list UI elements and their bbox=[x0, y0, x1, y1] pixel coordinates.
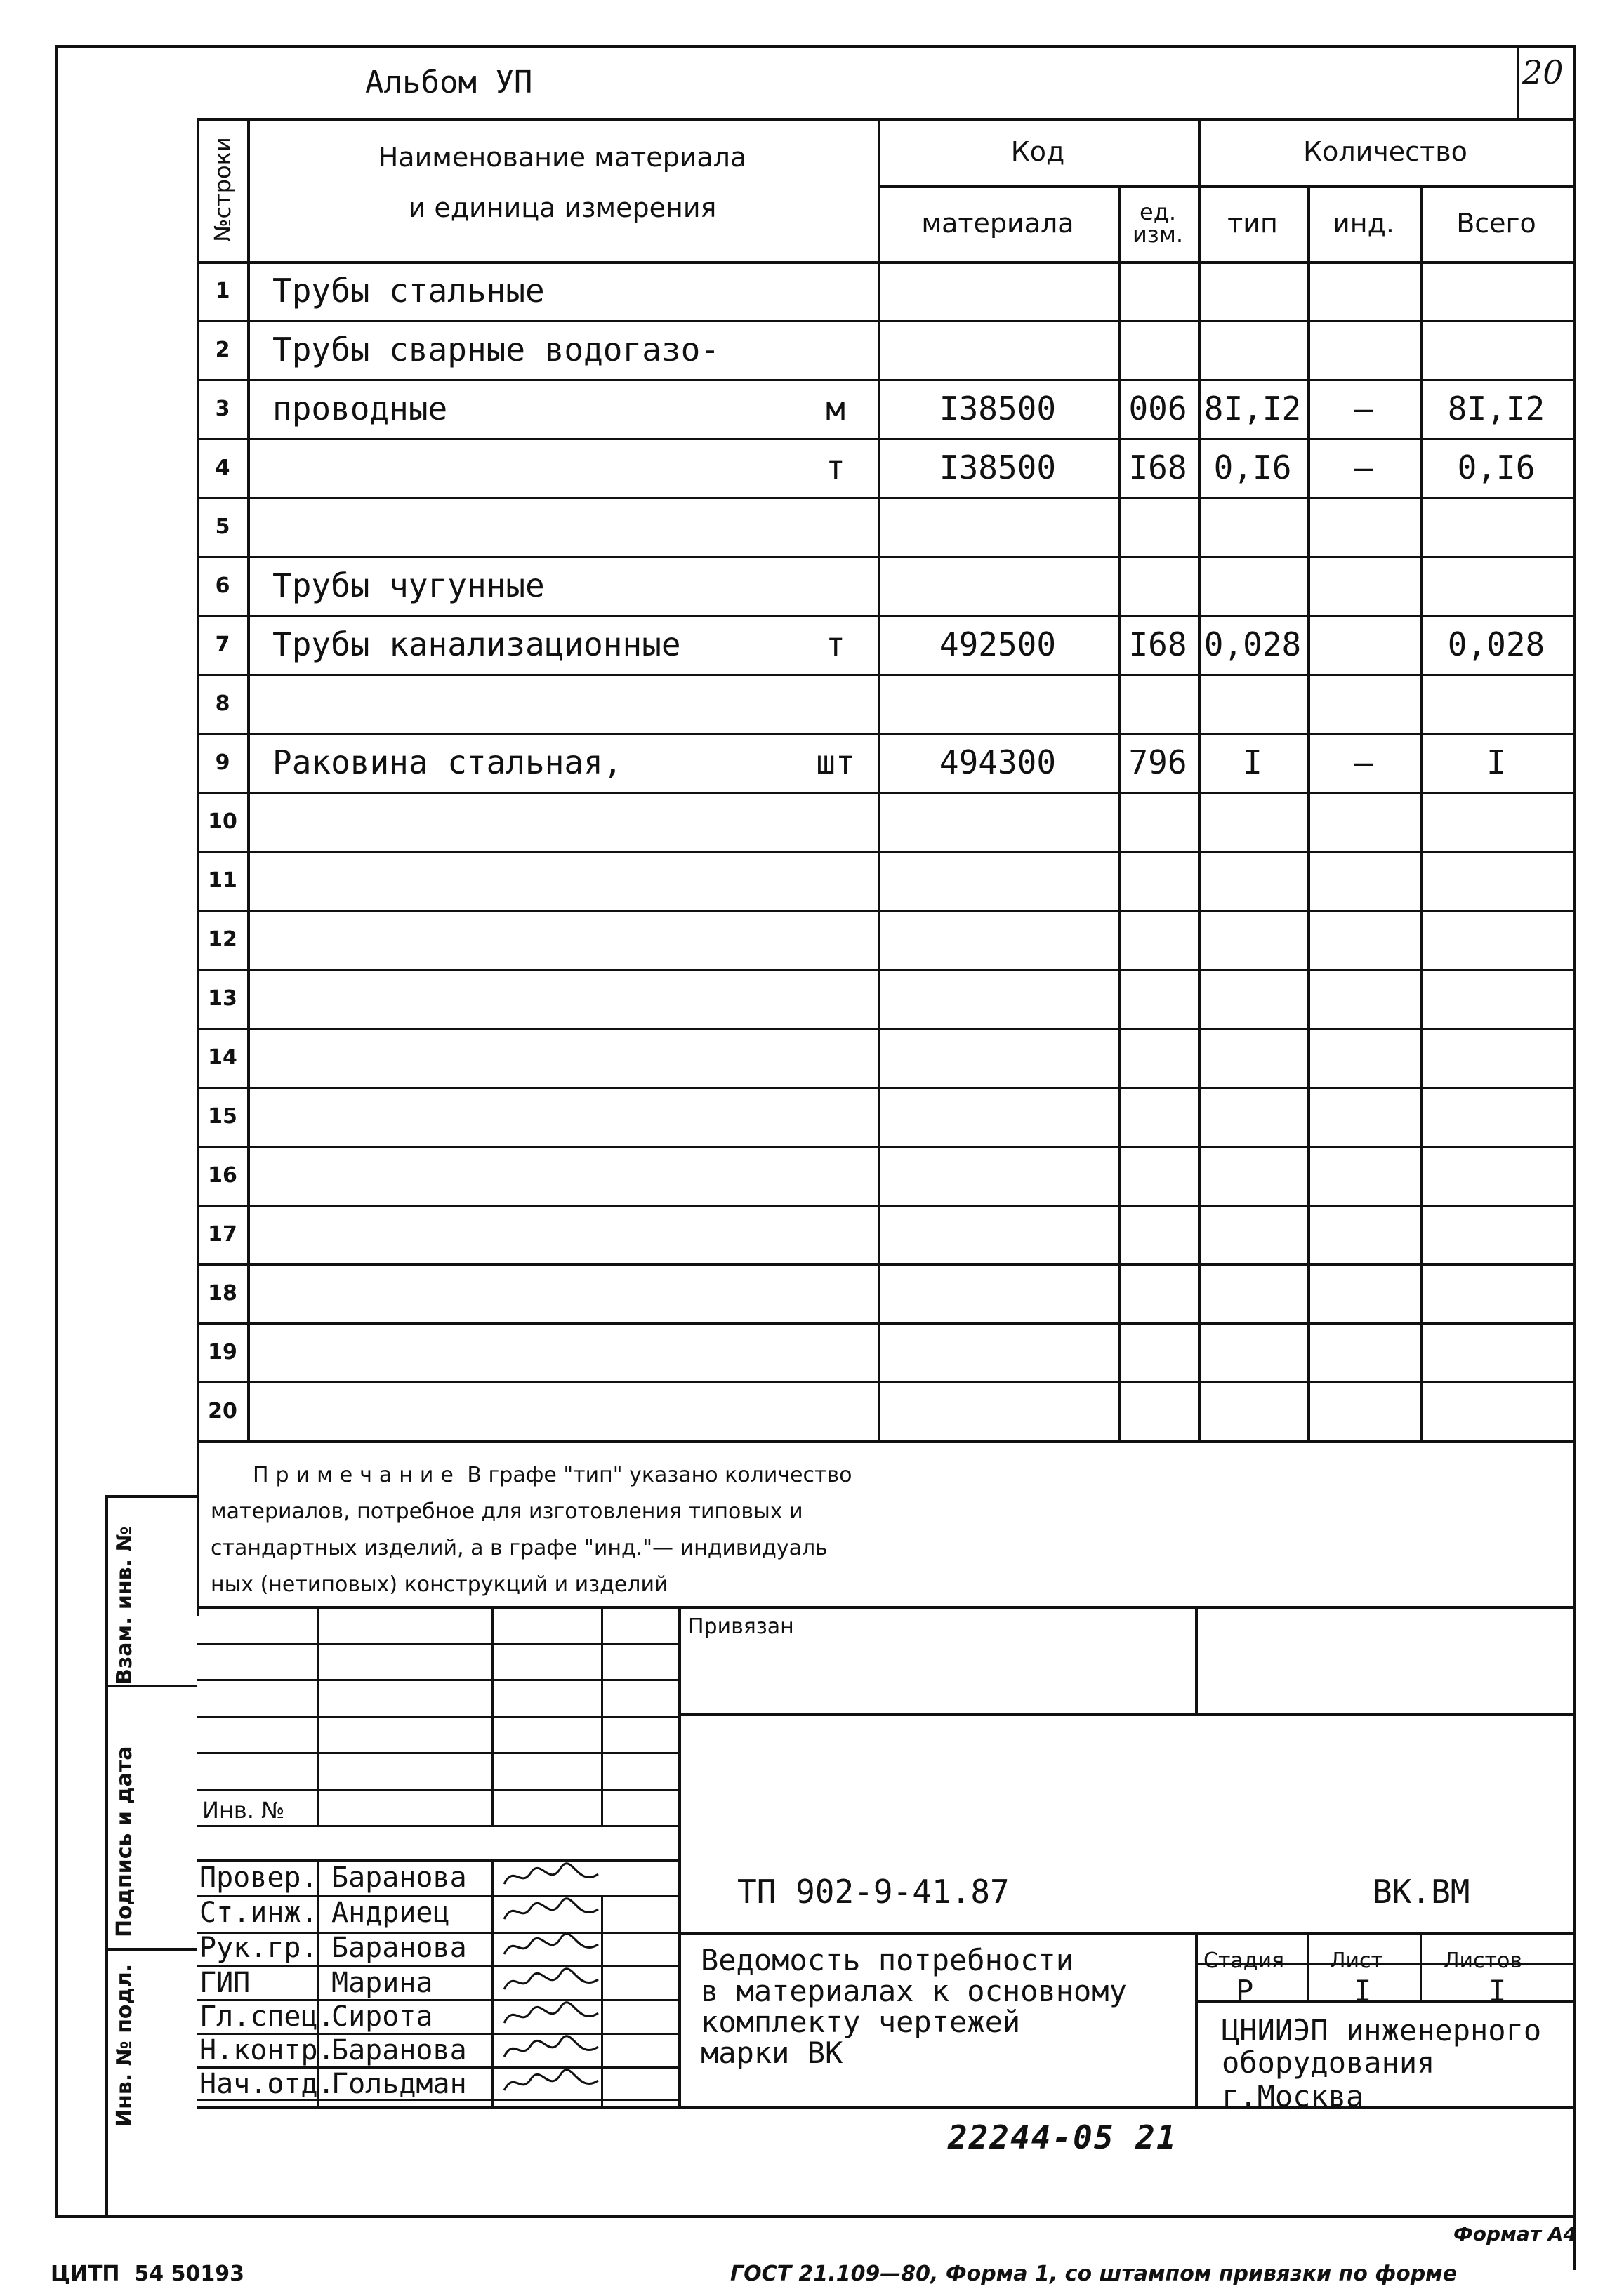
row-number: 3 bbox=[215, 396, 230, 421]
stamp-line bbox=[1195, 1932, 1198, 2106]
row-number: 2 bbox=[215, 337, 230, 362]
row-ind-qty bbox=[1307, 320, 1420, 379]
signer-name: Сирота bbox=[331, 2000, 433, 2033]
row-unit-letter: м bbox=[826, 390, 845, 427]
row-unit-code bbox=[1118, 1087, 1198, 1146]
signer-name: Баранова bbox=[331, 2034, 467, 2066]
row-unit-code bbox=[1118, 1205, 1198, 1263]
row-type-qty bbox=[1198, 556, 1307, 615]
stamp-line bbox=[1195, 1606, 1198, 1713]
row-material-code bbox=[878, 497, 1118, 556]
title-line-3: комплекту чертежей bbox=[701, 2005, 1021, 2039]
row-material-name bbox=[272, 674, 806, 733]
row-ind-qty bbox=[1307, 910, 1420, 969]
row-unit-code bbox=[1118, 497, 1198, 556]
row-unit-letter bbox=[800, 1205, 871, 1263]
row-ind-qty bbox=[1307, 1205, 1420, 1263]
row-type-qty: 0,I6 bbox=[1213, 449, 1292, 486]
signer-role: Н.контр. bbox=[199, 2034, 335, 2066]
document-mark: ВК.ВМ bbox=[1373, 1873, 1470, 1911]
stamp-line bbox=[317, 1606, 319, 1825]
row-unit-code bbox=[1118, 1322, 1198, 1381]
row-material-name bbox=[272, 1028, 806, 1087]
row-number: 19 bbox=[208, 1339, 237, 1365]
stamp-line bbox=[197, 1965, 678, 1967]
row-unit-code bbox=[1118, 1381, 1198, 1440]
row-ind-qty bbox=[1307, 1322, 1420, 1381]
row-ind-qty bbox=[1307, 792, 1420, 851]
row-material-code bbox=[878, 910, 1118, 969]
row-unit-code bbox=[1118, 261, 1198, 320]
row-material-code bbox=[878, 1087, 1118, 1146]
row-material-code bbox=[878, 1028, 1118, 1087]
row-type-qty bbox=[1198, 792, 1307, 851]
row-material-name bbox=[272, 1146, 806, 1205]
row-unit-code: 796 bbox=[1128, 743, 1187, 781]
row-unit-letter bbox=[800, 674, 871, 733]
signer-role: ГИП bbox=[199, 1967, 251, 1999]
row-number: 10 bbox=[208, 809, 237, 834]
note-bottom-line bbox=[197, 1606, 1573, 1609]
row-total-qty bbox=[1420, 1205, 1573, 1263]
row-type-qty bbox=[1198, 1322, 1307, 1381]
row-total-qty bbox=[1420, 261, 1573, 320]
row-unit-letter bbox=[800, 1381, 871, 1440]
privyazan-label: Привязан bbox=[688, 1614, 794, 1639]
stamp-line bbox=[491, 1606, 494, 1825]
row-unit-letter: т bbox=[826, 625, 845, 663]
row-type-qty: 8I,I2 bbox=[1203, 390, 1302, 427]
row-material-code bbox=[878, 969, 1118, 1028]
row-type-qty: I bbox=[1243, 743, 1262, 781]
row-total-qty bbox=[1420, 556, 1573, 615]
signer-name: Марина bbox=[331, 1967, 433, 1999]
row-unit-code bbox=[1118, 1146, 1198, 1205]
row-number: 13 bbox=[208, 986, 237, 1011]
row-total-qty bbox=[1420, 497, 1573, 556]
side-column-line bbox=[105, 1495, 108, 2215]
title-line-2: в материалах к основному bbox=[701, 1974, 1127, 2008]
row-type-qty bbox=[1198, 1028, 1307, 1087]
row-unit-letter bbox=[800, 261, 871, 320]
row-number: 8 bbox=[215, 691, 230, 716]
inv-no-label: Инв. № bbox=[202, 1797, 285, 1824]
row-material-name bbox=[272, 1087, 806, 1146]
row-number: 17 bbox=[208, 1221, 237, 1247]
signature-scribble bbox=[500, 1895, 605, 1929]
title-line-4: марки ВК bbox=[701, 2036, 843, 2070]
row-unit-letter: т bbox=[826, 449, 845, 486]
signer-role: Провер. bbox=[199, 1862, 318, 1894]
signature-scribble bbox=[500, 1999, 605, 2033]
row-material-name bbox=[272, 1322, 806, 1381]
row-total-qty bbox=[1420, 1146, 1573, 1205]
format-label: Формат А4 bbox=[1453, 2222, 1577, 2245]
album-title: Альбом УП bbox=[365, 65, 533, 100]
side-label-inv-podl: Инв. № подл. bbox=[112, 1963, 137, 2127]
row-unit-letter bbox=[800, 1028, 871, 1087]
row-material-code: I38500 bbox=[939, 449, 1057, 486]
row-ind-qty: – bbox=[1354, 390, 1373, 427]
row-ind-qty bbox=[1307, 615, 1420, 674]
row-unit-code bbox=[1118, 320, 1198, 379]
row-material-code bbox=[878, 674, 1118, 733]
row-unit-letter bbox=[800, 851, 871, 910]
header-quantity: Количество bbox=[1303, 136, 1467, 167]
row-material-name bbox=[272, 1205, 806, 1263]
row-total-qty: I bbox=[1486, 743, 1506, 781]
row-unit-code: I68 bbox=[1128, 625, 1187, 663]
row-unit-code bbox=[1118, 1028, 1198, 1087]
row-type-qty bbox=[1198, 969, 1307, 1028]
row-material-name: Трубы чугунные bbox=[272, 566, 545, 604]
row-total-qty: 0,I6 bbox=[1457, 449, 1536, 486]
stamp-line bbox=[678, 1713, 1573, 1716]
signature-scribble bbox=[500, 2066, 605, 2100]
signer-name: Андриец bbox=[331, 1897, 450, 1929]
signer-name: Баранова bbox=[331, 1862, 467, 1894]
row-number: 6 bbox=[215, 573, 230, 598]
row-material-code bbox=[878, 1205, 1118, 1263]
row-number: 18 bbox=[208, 1280, 237, 1306]
stamp-line bbox=[197, 1825, 678, 1827]
header-row-number: №строки bbox=[209, 137, 236, 242]
stamp-line bbox=[601, 1606, 603, 1825]
row-material-name bbox=[272, 1263, 806, 1322]
row-total-qty bbox=[1420, 1028, 1573, 1087]
row-number: 9 bbox=[215, 750, 230, 775]
side-top-line bbox=[105, 1495, 197, 1498]
row-material-code: 492500 bbox=[939, 625, 1057, 663]
row-unit-code bbox=[1118, 556, 1198, 615]
org-line-2: оборудования bbox=[1222, 2045, 1435, 2080]
row-total-qty bbox=[1420, 792, 1573, 851]
header-individual: инд. bbox=[1333, 208, 1394, 239]
side-split-1 bbox=[105, 1685, 197, 1687]
signature-scribble bbox=[500, 2033, 605, 2066]
row-number: 15 bbox=[208, 1103, 237, 1129]
row-total-qty bbox=[1420, 674, 1573, 733]
archive-number: 22244-05 21 bbox=[948, 2118, 1177, 2156]
row-ind-qty bbox=[1307, 1087, 1420, 1146]
frame-right-line bbox=[1573, 45, 1576, 2270]
note-label: Примечание bbox=[253, 1463, 461, 1487]
stage-value: Р bbox=[1236, 1974, 1254, 2008]
signer-name: Баранова bbox=[331, 1932, 467, 1964]
row-material-code bbox=[878, 851, 1118, 910]
row-total-qty bbox=[1420, 1263, 1573, 1322]
note-line-2: материалов, потребное для изготовления типовых и bbox=[211, 1499, 803, 1524]
row-ind-qty: – bbox=[1354, 743, 1373, 781]
row-unit-code bbox=[1118, 1263, 1198, 1322]
row-unit-letter bbox=[800, 1263, 871, 1322]
row-type-qty bbox=[1198, 851, 1307, 910]
stamp-line bbox=[197, 1752, 678, 1754]
stamp-line bbox=[197, 1789, 678, 1791]
row-ind-qty: – bbox=[1354, 449, 1373, 486]
row-material-name bbox=[272, 497, 806, 556]
row-material-name bbox=[272, 910, 806, 969]
row-total-qty bbox=[1420, 910, 1573, 969]
row-unit-letter bbox=[800, 1087, 871, 1146]
note-line-3: стандартных изделий, а в графе "инд."— индивидуаль bbox=[211, 1536, 828, 1560]
stamp-line bbox=[1420, 1932, 1422, 2000]
signer-role: Ст.инж. bbox=[199, 1897, 318, 1929]
row-unit-code bbox=[1118, 910, 1198, 969]
row-type-qty bbox=[1198, 1381, 1307, 1440]
signer-role: Гл.спец. bbox=[199, 2000, 335, 2033]
sheets-header: Листов bbox=[1444, 1949, 1523, 1973]
header-total: Всего bbox=[1456, 208, 1536, 239]
header-code: Код bbox=[1010, 136, 1065, 167]
signature-scribble bbox=[500, 1930, 605, 1964]
row-total-qty bbox=[1420, 320, 1573, 379]
row-total-qty bbox=[1420, 851, 1573, 910]
row-number: 5 bbox=[215, 514, 230, 539]
page-number: 20 bbox=[1522, 53, 1564, 91]
stamp-line bbox=[678, 1932, 1573, 1935]
row-total-qty: 8I,I2 bbox=[1447, 390, 1545, 427]
row-type-qty bbox=[1198, 497, 1307, 556]
signer-role: Нач.отд. bbox=[199, 2068, 335, 2100]
row-material-name: Трубы стальные bbox=[272, 272, 545, 310]
document-code: ТП 902-9-41.87 bbox=[737, 1873, 1010, 1911]
note-line-4: ных (нетиповых) конструкций и изделий bbox=[211, 1572, 668, 1597]
row-number: 20 bbox=[208, 1398, 237, 1424]
row-unit-letter bbox=[800, 910, 871, 969]
row-material-code bbox=[878, 320, 1118, 379]
row-type-qty bbox=[1198, 1087, 1307, 1146]
row-material-code bbox=[878, 261, 1118, 320]
row-material-name: проводные bbox=[272, 390, 448, 427]
sheet-header: Лист bbox=[1330, 1949, 1384, 1973]
row-ind-qty bbox=[1307, 1028, 1420, 1087]
row-unit-code: 006 bbox=[1128, 390, 1187, 427]
stamp-line bbox=[197, 1643, 678, 1645]
row-material-name bbox=[272, 792, 806, 851]
row-number: 11 bbox=[208, 868, 237, 893]
signer-role: Рук.гр. bbox=[199, 1932, 318, 1964]
row-material-name bbox=[272, 851, 806, 910]
row-type-qty bbox=[1198, 261, 1307, 320]
stamp-line bbox=[197, 1716, 678, 1718]
header-name-line-1: Наименование материала bbox=[378, 142, 747, 173]
row-total-qty bbox=[1420, 1087, 1573, 1146]
row-material-code bbox=[878, 792, 1118, 851]
row-total-qty: 0,028 bbox=[1447, 625, 1545, 663]
stamp-line bbox=[197, 2106, 1573, 2109]
note-line-1 bbox=[253, 1463, 852, 1487]
row-unit-code bbox=[1118, 969, 1198, 1028]
page-number-box-line bbox=[1517, 45, 1519, 118]
side-label-vzam: Взам. инв. № bbox=[112, 1526, 137, 1685]
stage-header: Стадия bbox=[1203, 1949, 1285, 1973]
row-total-qty bbox=[1420, 1381, 1573, 1440]
row-total-qty bbox=[1420, 969, 1573, 1028]
stamp-line bbox=[197, 1679, 678, 1681]
row-number: 16 bbox=[208, 1162, 237, 1188]
side-label-podpis: Подпись и дата bbox=[112, 1746, 137, 1937]
row-ind-qty bbox=[1307, 1146, 1420, 1205]
row-unit-letter: шт bbox=[816, 743, 855, 781]
stamp-line bbox=[491, 1859, 494, 2106]
header-type: тип bbox=[1227, 208, 1278, 239]
row-material-code: 494300 bbox=[939, 743, 1057, 781]
side-split-2 bbox=[105, 1948, 197, 1951]
signature-scribble bbox=[500, 1860, 605, 1894]
row-ind-qty bbox=[1307, 969, 1420, 1028]
title-line-1: Ведомость потребности bbox=[701, 1943, 1074, 1977]
row-material-name: Раковина стальная, bbox=[272, 743, 623, 781]
row-material-code bbox=[878, 1146, 1118, 1205]
frame-bottom-line bbox=[55, 2215, 1576, 2218]
sheets-value: I bbox=[1489, 1974, 1507, 2008]
row-line bbox=[197, 1440, 1573, 1443]
row-type-qty: 0,028 bbox=[1203, 625, 1302, 663]
row-material-name bbox=[272, 438, 806, 497]
row-number: 12 bbox=[208, 927, 237, 952]
row-unit-code bbox=[1118, 792, 1198, 851]
row-unit-code: I68 bbox=[1128, 449, 1187, 486]
left-footer: ЦИТП 54 50193 bbox=[51, 2262, 244, 2286]
header-unit: ед. изм. bbox=[1132, 199, 1184, 248]
row-material-code bbox=[878, 1263, 1118, 1322]
row-unit-letter bbox=[800, 792, 871, 851]
row-number: 4 bbox=[215, 455, 230, 480]
row-unit-letter bbox=[800, 1146, 871, 1205]
org-line-1: ЦНИИЭП инженерного bbox=[1222, 2013, 1542, 2048]
row-ind-qty bbox=[1307, 261, 1420, 320]
frame-top-line bbox=[55, 45, 1576, 48]
row-ind-qty bbox=[1307, 1263, 1420, 1322]
row-material-name bbox=[272, 969, 806, 1028]
row-ind-qty bbox=[1307, 674, 1420, 733]
row-type-qty bbox=[1198, 910, 1307, 969]
row-material-code bbox=[878, 1322, 1118, 1381]
frame-left-line bbox=[55, 45, 58, 2215]
row-unit-code bbox=[1118, 851, 1198, 910]
row-type-qty bbox=[1198, 1205, 1307, 1263]
header-name-line-2: и единица измерения bbox=[408, 192, 717, 223]
row-unit-code bbox=[1118, 674, 1198, 733]
row-number: 14 bbox=[208, 1044, 237, 1070]
signer-name: Гольдман bbox=[331, 2068, 467, 2100]
row-type-qty bbox=[1198, 1146, 1307, 1205]
row-ind-qty bbox=[1307, 497, 1420, 556]
row-total-qty bbox=[1420, 1322, 1573, 1381]
row-unit-letter bbox=[800, 969, 871, 1028]
stamp-line bbox=[1307, 1932, 1309, 2000]
row-ind-qty bbox=[1307, 556, 1420, 615]
row-ind-qty bbox=[1307, 851, 1420, 910]
row-material-code bbox=[878, 1381, 1118, 1440]
gost-footer: ГОСТ 21.109—80, Форма 1, со штампом привязки по форме bbox=[730, 2262, 1458, 2286]
row-ind-qty bbox=[1307, 1381, 1420, 1440]
row-material-name: Трубы сварные водогазо- bbox=[272, 331, 720, 369]
note-line-1-text: В графе "тип" указано количество bbox=[460, 1463, 852, 1487]
row-unit-letter bbox=[800, 320, 871, 379]
row-type-qty bbox=[1198, 320, 1307, 379]
col-line-rownum bbox=[247, 118, 250, 1440]
row-material-code bbox=[878, 556, 1118, 615]
org-line-3: г.Москва bbox=[1222, 2079, 1364, 2113]
row-unit-letter bbox=[800, 556, 871, 615]
row-number: 1 bbox=[215, 278, 230, 303]
stamp-line bbox=[678, 1606, 681, 2106]
row-unit-letter bbox=[800, 497, 871, 556]
row-type-qty bbox=[1198, 1263, 1307, 1322]
row-type-qty bbox=[1198, 674, 1307, 733]
header-material: материала bbox=[921, 208, 1074, 239]
row-material-name: Трубы канализационные bbox=[272, 625, 681, 663]
row-number: 7 bbox=[215, 632, 230, 657]
sheet-value: I bbox=[1354, 1974, 1372, 2008]
row-material-code: I38500 bbox=[939, 390, 1057, 427]
signature-scribble bbox=[500, 1965, 605, 1999]
row-material-name bbox=[272, 1381, 806, 1440]
row-unit-letter bbox=[800, 1322, 871, 1381]
